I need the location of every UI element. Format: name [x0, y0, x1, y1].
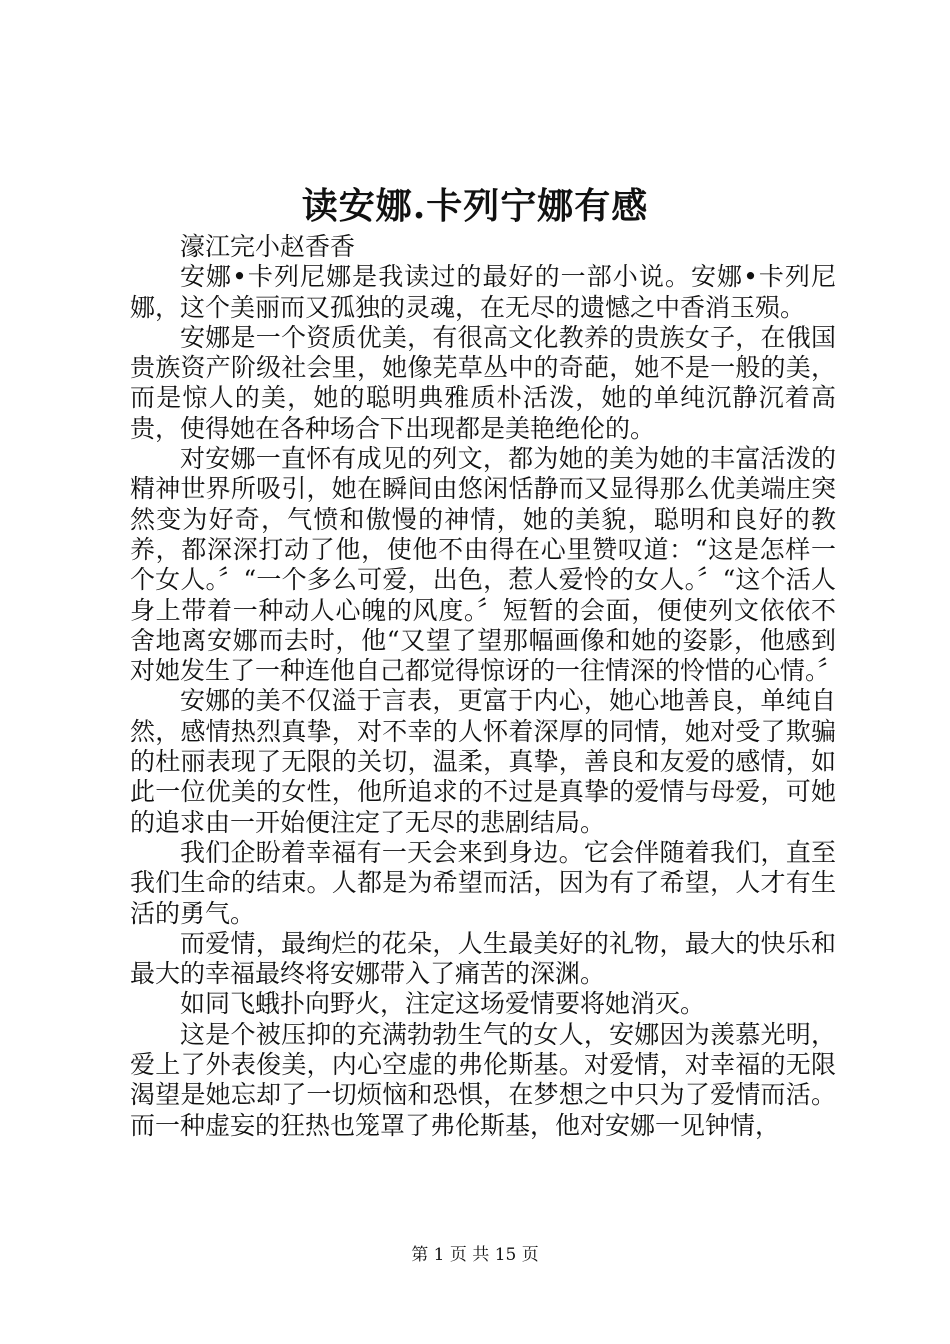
paragraph: 而爱情，最绚烂的花朵，人生最美好的礼物，最大的快乐和最大的幸福最终将安娜带入了痛苦的深渊。: [130, 928, 836, 989]
paragraph: 如同飞蛾扑向野火，注定这场爱情要将她消灭。: [180, 989, 706, 1019]
paragraph: 对安娜一直怀有成见的列文，都为她的美为她的丰富活泼的精神世界所吸引，她在瞬间由悠闲恬静而又显得那么优美端庄突然变为好奇，气愤和傲慢的神情，她的美貌，聪明和良好的教养，都深深打动了他，使他不由得在心里赞叹道：“这是怎样一个女人。〞“一个多么可爱，出色，惹人爱怜的女人。〞“这个活人身上带着一种动人心魄的风度。〞短暂的会面，便使列文依依不舍地离安娜而去时，他“又望了望那幅画像和她的姿影，他感到对她发生了一种连他自己都觉得惊讶的一往情深的怜惜的心情。〞: [130, 444, 843, 686]
document-title: 读安娜.卡列宁娜有感: [301, 185, 649, 227]
paragraph: 安娜的美不仅溢于言表，更富于内心，她心地善良，单纯自然，感情热烈真挚，对不幸的人怀着深厚的同情，她对受了欺骗的杜丽表现了无限的关切，温柔，真挚，善良和友爱的感情，如此一位优美的女性，他所追求的不过是真挚的爱情与母爱，可她的追求由一开始便注定了无尽的悲剧结局。: [130, 686, 836, 837]
paragraph: 安娜是一个资质优美，有很高文化教养的贵族女子，在俄国贵族资产阶级社会里，她像芜草丛中的奇葩，她不是一般的美，而是惊人的美，她的聪明典雅质朴活泼，她的单纯沉静沉着高贵，使得她在各种场合下出现都是美艳绝伦的。: [130, 322, 836, 443]
document-body: [130, 232, 843, 1141]
paragraph: 这是个被压抑的充满勃勃生气的女人，安娜因为羡慕光明，爱上了外表俊美，内心空虚的弗伦斯基。对爱情，对幸福的无限渴望是她忘却了一切烦恼和恐惧，在梦想之中只为了爱情而活。而一种虚妄的狂热也笼罩了弗伦斯基，他对安娜一见钟情，: [130, 1019, 836, 1140]
page-footer: 第 1 页 共 15 页: [411, 1245, 539, 1265]
paragraph: 安娜•卡列尼娜是我读过的最好的一部小说。安娜•卡列尼娜，这个美丽而又孤独的灵魂，在无尽的遗憾之中香消玉殒。: [130, 262, 836, 322]
author-line: 濠江完小赵香香: [180, 232, 356, 261]
paragraph: 我们企盼着幸福有一天会来到身边。它会伴随着我们，直至我们生命的结束。人都是为希望而活，因为有了希望，人才有生活的勇气。: [130, 837, 836, 928]
